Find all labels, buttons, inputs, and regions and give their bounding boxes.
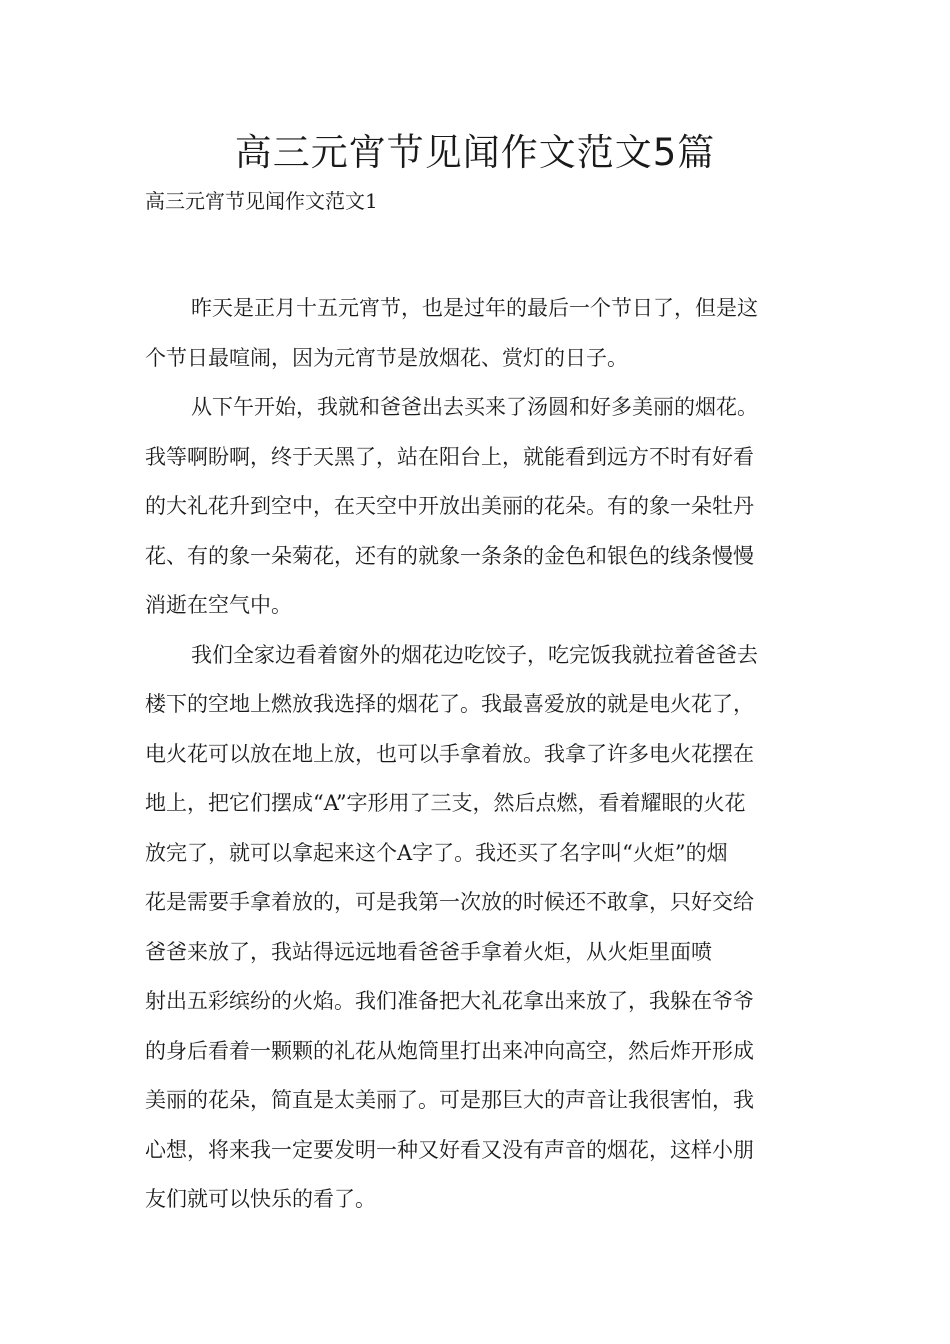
body-line: 放完了，就可以拿起来这个A字了。我还买了名字叫“火炬”的烟 xyxy=(145,840,728,865)
body-line: 美丽的花朵，简直是太美丽了。可是那巨大的声音让我很害怕，我 xyxy=(145,1088,754,1112)
body-line: 爸爸来放了，我站得远远地看爸爸手拿着火炬，从火炬里面喷 xyxy=(145,939,712,964)
body-line: 的身后看着一颗颗的礼花从炮筒里打出来冲向高空，然后炸开形成 xyxy=(145,1038,754,1063)
document-subtitle: 高三元宵节见闻作文范文1 xyxy=(145,189,378,213)
body-line: 从下午开始，我就和爸爸出去买来了汤圆和好多美丽的烟花。 xyxy=(191,395,758,419)
body-line: 我等啊盼啊，终于天黑了，站在阳台上，就能看到远方不时有好看 xyxy=(145,444,754,469)
document-body xyxy=(145,284,810,1225)
body-line: 友们就可以快乐的看了。 xyxy=(145,1187,376,1211)
body-line: 楼下的空地上燃放我选择的烟花了。我最喜爱放的就是电火花了， xyxy=(145,692,754,716)
body-line: 花、有的象一朵菊花，还有的就象一条条的金色和银色的线条慢慢 xyxy=(145,543,754,568)
body-line: 我们全家边看着窗外的烟花边吃饺子，吃完饭我就拉着爸爸去 xyxy=(191,642,758,667)
body-line: 消逝在空气中。 xyxy=(145,593,292,617)
body-line: 的大礼花升到空中，在天空中开放出美丽的花朵。有的象一朵牡丹 xyxy=(145,494,754,518)
body-line: 射出五彩缤纷的火焰。我们准备把大礼花拿出来放了，我躲在爷爷 xyxy=(145,989,754,1013)
body-line: 花是需要手拿着放的，可是我第一次放的时候还不敢拿，只好交给 xyxy=(145,890,754,914)
body-line: 昨天是正月十五元宵节，也是过年的最后一个节日了，但是这 xyxy=(191,296,758,320)
body-line: 心想，将来我一定要发明一种又好看又没有声音的烟花，这样小朋 xyxy=(145,1137,754,1162)
document-title: 高三元宵节见闻作文范文5篇 xyxy=(234,131,716,174)
body-line: 电火花可以放在地上放，也可以手拿着放。我拿了许多电火花摆在 xyxy=(145,741,754,766)
body-line: 地上，把它们摆成“A”字形用了三支，然后点燃，看着耀眼的火花 xyxy=(145,791,746,815)
body-line: 个节日最喧闹，因为元宵节是放烟花、赏灯的日子。 xyxy=(145,345,628,370)
